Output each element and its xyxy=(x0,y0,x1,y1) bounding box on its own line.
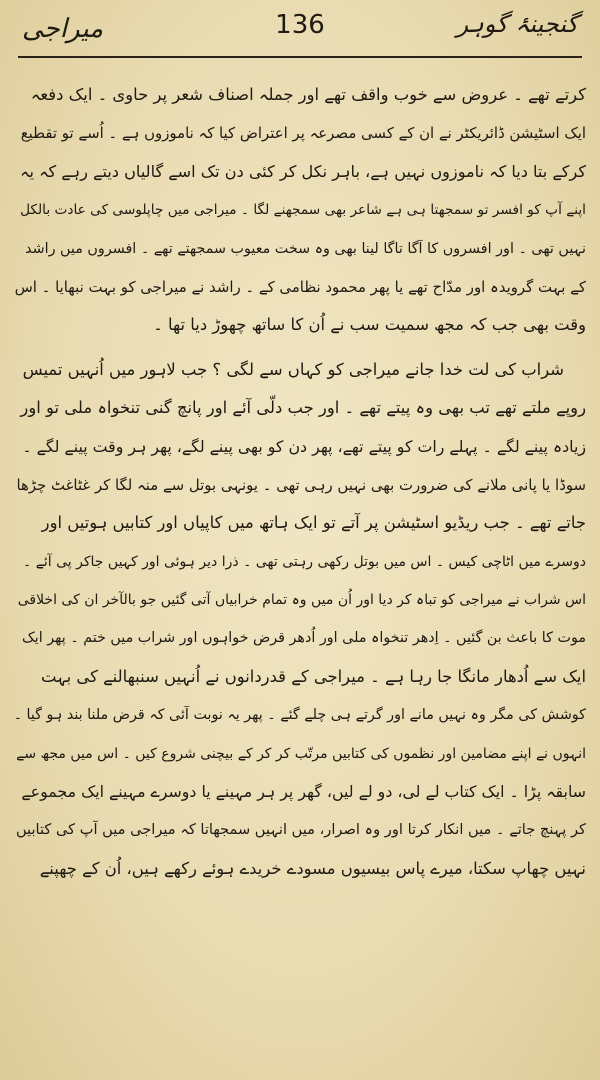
text-line: موت کا باعث بن گئیں ۔ اِدھر تنخواہ ملی اور اُدھر قرض خواہوں اور شراب میں ختم ۔ پھر ایک xyxy=(21,630,586,647)
text-line: جاتے تھے ۔ جب ریڈیو اسٹیشن پر آتے تو ایک ہاتھ میں کاپیاں اور کتابیں ہوتیں اور xyxy=(41,513,586,533)
text-line: اپنے آپ کو افسر تو سمجھتا ہی ہے شاعر بھی سمجھنے لگا ۔ میراجی میں چاپلوسی کی عادت بالکل xyxy=(20,202,586,219)
text-line: نہیں تھی ۔ اور افسروں کا آگا تاگا لینا بھی وہ سخت معیوب سمجھتے تھے ۔ افسروں میں راشد xyxy=(25,240,586,257)
text-line: کوشش کی مگر وہ نہیں مانے اور گرتے ہی چلے گئے ۔ پھر یہ نوبت آئی کہ قرض ملنا بند ہو گیا ۔ xyxy=(13,707,586,724)
text-line: روپے ملتے تھے تب بھی وہ پیتے تھے ۔ اور جب دلّی آئے اور پانچ گنی تنخواہ ملی تو اور xyxy=(20,398,586,418)
text-line: شراب کی لت خدا جانے میراجی کو کہاں سے لگی ؟ جب لاہور میں اُنہیں تمیس xyxy=(22,359,564,379)
text-line: وقت بھی جب کہ مجھ سمیت سب نے اُن کا ساتھ چھوڑ دیا تھا ۔ xyxy=(153,315,586,335)
text-line: ایک سے اُدھار مانگا جا رہا ہے ۔ میراجی کے قدردانوں نے اُنہیں سنبھالنے کی بہت xyxy=(40,666,586,686)
header-rule xyxy=(18,56,582,58)
text-line: دوسرے میں اٹاچی کیس ۔ اس میں بوتل رکھی رہتی تھی ۔ ذرا دیر ہوئی اور کہیں جاکر پی آئے ۔ xyxy=(23,553,586,570)
text-line: سابقہ پڑا ۔ ایک کتاب لے لی، دو لے لیں، گھر پر ہر مہینے یا دوسرے مہینے ایک مجموعے xyxy=(21,782,586,802)
text-line: کرتے تھے ۔ عروض سے خوب واقف تھے اور جملہ اصناف شعر پر حاوی ۔ ایک دفعہ xyxy=(30,85,586,104)
page-body xyxy=(14,76,586,888)
page-number: 136 xyxy=(275,10,325,40)
text-line: کرکے بتا دیا کہ ناموزوں نہیں ہے، باہر نکل کر کئی دن تک اسے گالیاں دیتے رہے کہ یہ xyxy=(20,161,586,181)
text-line: نہیں چھاپ سکتا، میرے پاس بیسیوں مسودے خریدے ہوئے رکھے ہیں، اُن کے چھپنے xyxy=(39,858,586,878)
text-line: کے بہت گرویدہ اور مدّاح تھے یا پھر محمود نظامی کے ۔ راشد نے میراجی کو بہت نبھایا ۔ اس xyxy=(14,277,586,296)
text-line: اس شراب نے میراجی کو تباہ کر دیا اور اُن میں وہ تمام خرابیاں آتی گئیں جو بالآخر ان کی اخلاقی xyxy=(17,592,586,609)
text-line: سوڈا یا پانی ملانے کی ضرورت بھی نہیں رہی تھی ۔ یونہی بوتل سے منہ لگا کر غٹاغٹ چڑھا xyxy=(16,475,586,494)
book-title: گنجینۂ گوہر xyxy=(456,10,578,38)
text-line: انہوں نے اپنے مضامین اور نظموں کی کتابیں مرتّب کر کر کے بیچنی شروع کیں ۔ اس میں مجھ سے xyxy=(16,745,586,762)
text-line: کر پہنچ جاتے ۔ میں انکار کرتا اور وہ اصرار، میں انہیں سمجھاتا کہ میراجی میں آپ کی کتابیں xyxy=(15,821,586,839)
text-line: زیادہ پینے لگے ۔ پہلے رات کو پیتے تھے، پھر دن کو بھی پینے لگے، پھر ہر وقت پینے لگے ۔ xyxy=(22,436,586,456)
text-line: ایک اسٹیشن ڈائریکٹر نے ان کے کسی مصرعہ پر اعتراض کیا کہ ناموزوں ہے ۔ اُسے تو تقطیع xyxy=(20,124,586,143)
chapter-title: میراجی xyxy=(22,14,104,44)
